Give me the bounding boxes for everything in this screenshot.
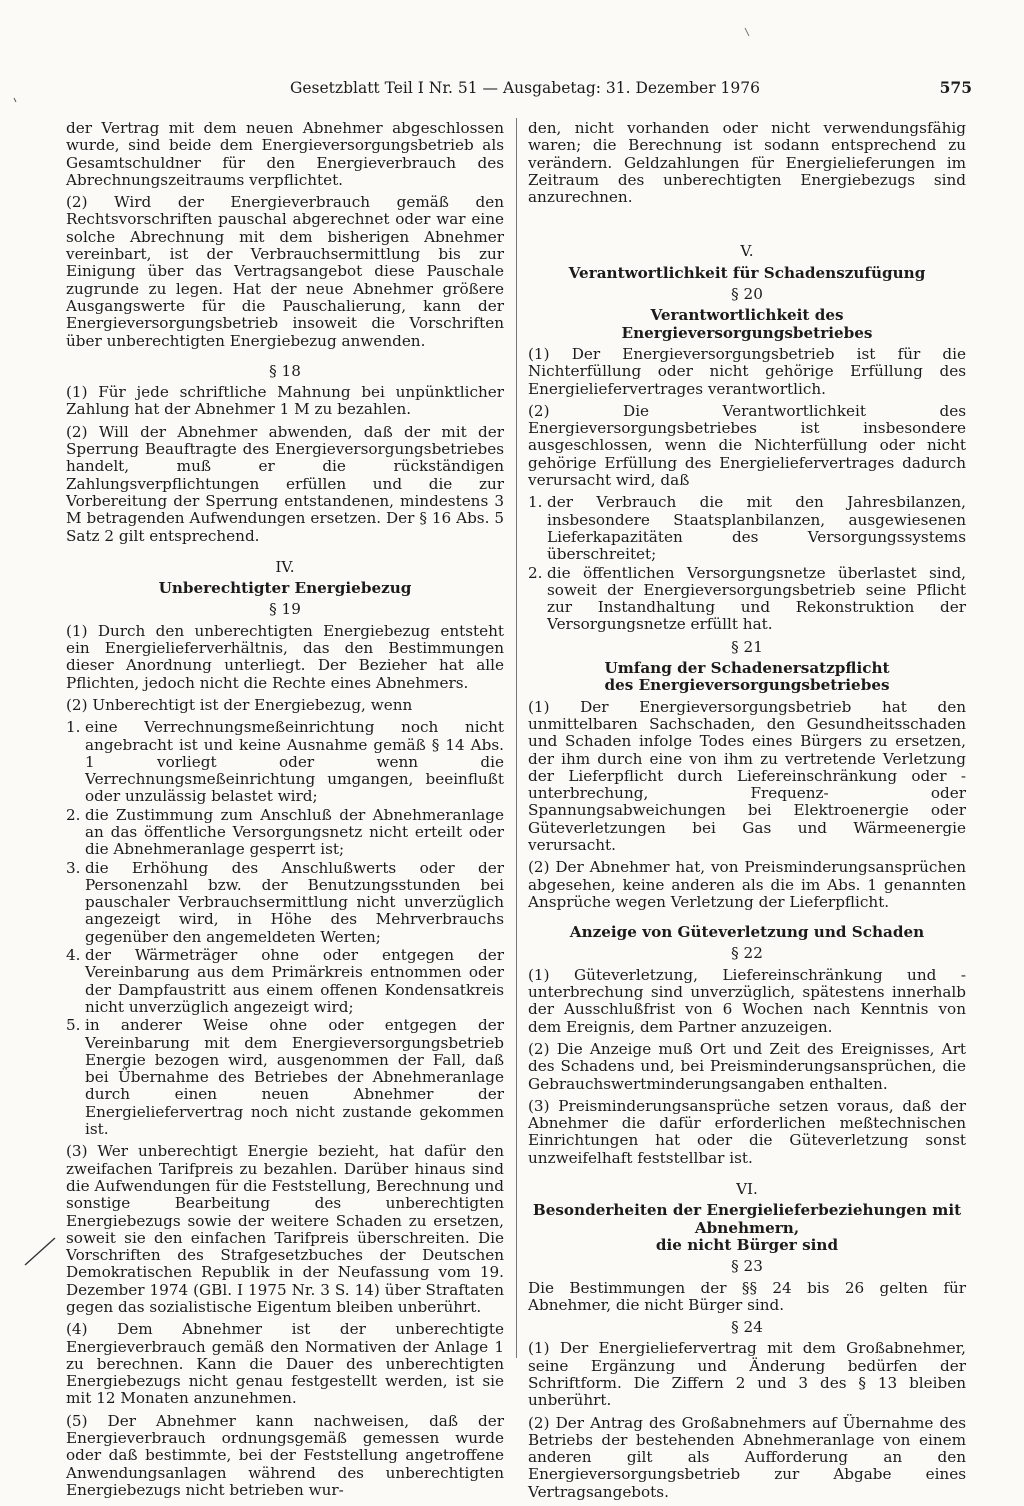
paragraph: (1) Der Energieversorgungsbetrieb hat den unmittelbaren Sachschaden, den Gesundheitsschaden und Schaden infolge Todes eines Bürgers zu ersetzen, der ihm durch eine von ihm zu vertretende Verletzung der Lieferpflicht durch Liefereinschränkung oder -unterbrechung, Frequenz- oder Spannungsabweichungen bei Elektroenergie oder Güteverletzungen bei Gas und Wärmeenergie verursacht. [528,697,966,854]
paragraph: Die Bestimmungen der §§ 24 bis 26 gelten für Abnehmer, die nicht Bürger sind. [528,1278,966,1314]
section-heading: Verantwortlichkeit des Energieversorgungsbetriebes [621,306,873,342]
chapter-heading: Verantwortlichkeit für Schadenszufügung [568,263,926,282]
list-item: 3. die Erhöhung des Anschlußwerts oder der Personenzahl bzw. der Benutzungsstunden bei pauschaler Verbrauchsermittlung nicht unverzüglich angezeigt wird, in Höhe des Mehrverbrauchs gegenüber den angemeldeten Werten; [66,858,504,946]
left-column [66,120,504,1504]
paragraph: (1) Der Energieversorgungsbetrieb ist für die Nichterfüllung oder nicht gehörige Erfüllung des Energieliefervertrages verantwortlich. [528,344,966,398]
paragraph: (3) Wer unberechtigt Energie bezieht, hat dafür den zweifachen Tarifpreis zu bezahlen. Darüber hinaus sind die Aufwendungen für die Feststellung, Berechnung und sonstige Bearbeitung des unberechtigten Energiebezugs sowie der weitere Schaden zu ersetzen, soweit sie den einfachen Tarifpreis überschreiten. Die Vorschriften des Strafgesetzbuches der Deutschen Demokratischen Republik in der Neufassung vom 19. Dezember 1974 (GBl. I 1975 Nr. 3 S. 14) über Straftaten gegen das sozialistische Eigentum bleiben unberührt. [66,1142,504,1316]
section-number: § 19 [269,600,301,619]
section-number: § 24 [731,1318,763,1337]
paragraph: (4) Dem Abnehmer ist der unberechtigte Energieverbrauch gemäß den Normativen der Anlage 1 zu berechnen. Kann die Dauer des unberechtigten Energiebezugs nicht genau festgestellt werden, ist sie mit 12 Monaten anzunehmen. [66,1320,504,1408]
list-item: 2. die öffentlichen Versorgungsnetze überlastet sind, soweit der Energieversorgungsbetrieb seine Pflicht zur Instandhaltung und Rekonstruktion der Versorgungsnetze erfüllt hat. [528,563,966,634]
paragraph: (2) Die Anzeige muß Ort und Zeit des Ereignisses, Art des Schadens und, bei Preisminderungsansprüchen, die Gebrauchswertminderungsangaben enthalten. [528,1039,966,1093]
column-divider [516,118,517,1358]
chapter-number: V. [740,242,754,261]
paragraph: (2) Der Antrag des Großabnehmers auf Übernahme des Betriebs der bestehenden Abnehmeranlage von einem anderen gilt als Aufforderung an den Energieversorgungsbetrieb zur Abgabe eines Vertragsangebots. [528,1413,966,1501]
list-item: 2. die Zustimmung zum Anschluß der Abnehmeranlage an das öffentliche Versorgungsnetz nicht erteilt oder die Abnehmeranlage gesperrt ist; [66,805,504,859]
page-number: 575 [939,78,972,97]
right-column [528,120,966,1506]
paragraph: (2) Der Abnehmer hat, von Preisminderungsansprüchen abgesehen, keine anderen als die im Abs. 1 genannten Ansprüche wegen Verletzung der Lieferpflicht. [528,858,966,911]
section-number: § 20 [731,285,763,304]
paragraph: (5) Der Abnehmer kann nachweisen, daß der Energieverbrauch ordnungsgemäß gemessen wurde oder daß bestimmte, bei der Feststellung angetroffene Anwendungsanlagen während des unberechtigten Energiebezugs nicht betrieben wur- [66,1411,504,1499]
paragraph: (2) Wird der Energieverbrauch gemäß den Rechtsvorschriften pauschal abgerechnet oder war eine solche Abrechnung mit dem bisherigen Abnehmer vereinbart, ist der Verbrauchsermittlung bis zur Einigung über das Vertragsangebot diese Pauschale zugrunde zu legen. Hat der neue Abnehmer größere Ausgangswerte für die Pauschalierung, kann der Energieversorgungsbetrieb insoweit die Vorschriften über unberechtigten Energiebezug anwenden. [66,193,504,350]
paragraph: (2) Die Verantwortlichkeit des Energieversorgungsbetriebes ist insbesondere ausgeschlossen, wenn die Nichterfüllung oder nicht gehörige Erfüllung des Energieliefervertrages dadurch verursacht wird, daß [528,401,966,490]
paragraph: (3) Preisminderungsansprüche setzen voraus, daß der Abnehmer die dafür erforderlichen meßtechnischen Einrichtungen hat oder die Güteverletzung sonst unzweifelhaft feststellbar ist. [528,1096,966,1167]
section-number: § 22 [731,944,763,963]
list-item: 4. der Wärmeträger ohne oder entgegen der Vereinbarung aus dem Primärkreis entnommen oder der Dampfaustritt aus einem offenen Kondensatkreis nicht unverzüglich angezeigt wird; [66,946,504,1016]
paragraph: den, nicht vorhanden oder nicht verwendungsfähig waren; die Berechnung ist sodann entsprechend zu verändern. Geldzahlungen für Energielieferungen im Zeitraum des unberechtigten Energiebezugs sind anzurechnen. [528,119,966,207]
chapter-heading: Besonderheiten der Energielieferbeziehungen mit Abnehmern, die nicht Bürger sind [532,1201,962,1254]
list-item: 5. in anderer Weise ohne oder entgegen der Vereinbarung mit dem Energieversorgungsbetrieb Energie bezogen wird, ausgenommen der Fall, daß bei Übernahme des Betriebes der Abnehmeranlage durch einen neuen Abnehmer der Energieliefervertrag noch nicht zustande gekommen ist. [66,1016,504,1139]
paragraph: (2) Unberechtigt ist der Energiebezug, wenn [66,695,413,714]
section-number: § 23 [731,1257,763,1276]
paragraph: der Vertrag mit dem neuen Abnehmer abgeschlossen wurde, sind beide dem Energieversorgungsbetrieb als Gesamtschuldner für den Energieverbrauch des Abrechnungszeitraums verpflichtet. [66,119,504,189]
section-number: § 21 [731,637,763,656]
section-heading: Anzeige von Güteverletzung und Schaden [569,923,925,942]
chapter-heading: Unberechtigter Energiebezug [158,579,412,598]
paragraph: (2) Will der Abnehmer abwenden, daß der mit der Sperrung Beauftragte des Energieversorgungsbetriebes handelt, muß er die rückständigen Zahlungsverpflichtungen erfüllen und die zur Vorbereitung der Sperrung entstandenen, mindestens 3 M betragenden Aufwendungen ersetzen. Der § 16 Abs. 5 Satz 2 gilt entsprechend. [66,422,504,545]
list-item: 1. eine Verrechnungsmeßeinrichtung noch nicht angebracht ist und keine Ausnahme gemäß § 14 Abs. 1 vorliegt oder wenn die Verrechnungsmeßeinrichtung umgangen, beeinflußt oder unzulässig belastet wird; [66,718,504,806]
chapter-number: IV. [275,557,295,576]
chapter-number: VI. [736,1180,758,1199]
header-title: Gesetzblatt Teil I Nr. 51 — Ausgabetag: 31. Dezember 1976 [290,79,761,97]
section-number: § 18 [269,361,301,380]
paragraph: (1) Durch den unberechtigten Energiebezug entsteht ein Energielieferverhältnis, das den Bestimmungen dieser Anordnung unterliegt. Der Bezieher hat alle Pflichten, jedoch nicht die Rechte eines Abnehmers. [66,621,504,692]
paragraph: (1) Güteverletzung, Liefereinschränkung und -unterbrechung sind unverzüglich, spätestens innerhalb der Ausschlußfrist von 6 Wochen nach Kenntnis von dem Ereignis, dem Partner anzuzeigen. [528,965,966,1036]
paragraph: (1) Der Energieliefervertrag mit dem Großabnehmer, seine Ergänzung und Änderung bedürfen der Schriftform. Die Ziffern 2 und 3 des § 13 bleiben unberührt. [528,1339,966,1410]
list-item: 1. der Verbrauch die mit den Jahresbilanzen, insbesondere Staatsplanbilanzen, ausgewiesenen Lieferkapazitäten des Versorgungssystems überschreitet; [528,493,966,564]
section-heading: Umfang der Schadenersatzpflicht des Energieversorgungsbetriebes [604,659,890,695]
paragraph: (1) Für jede schriftliche Mahnung bei unpünktlicher Zahlung hat der Abnehmer 1 M zu bezahlen. [66,383,504,419]
